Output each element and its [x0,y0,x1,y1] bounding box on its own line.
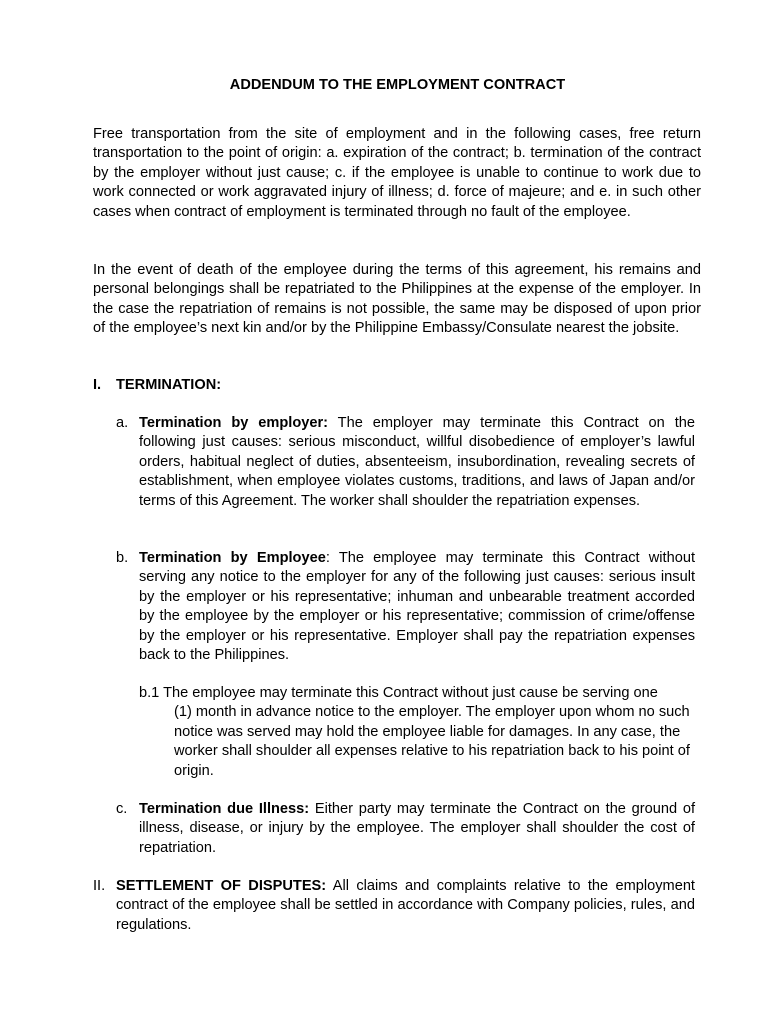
list-item-label: Termination by Employee [139,550,326,566]
list-marker: c. [116,801,128,817]
list-item-text: : The employee may terminate this Contract without serving any notice to the employer for any of the following just causes: serious insult by the employer or his representative; inhuman and unbearable treatment accorded by the employee by the employer or his representative; commission of crime/offense by the employer or his representative. Employer shall pay the repatriation expenses back to the Philippines. [139,550,696,664]
list-item-text: Either party may terminate the Contract on the ground of illness, disease, or injury by the employee. The employer shall shoulder the cost of repatriation. [139,801,696,856]
section-number: I. [93,377,102,393]
termination-item-employee [116,549,695,665]
list-marker: b. [116,550,129,566]
section-text: All claims and complaints relative to the employment contract of the employee shall be settled in accordance with Company policies, rules, and regulations. [116,878,695,933]
list-item-body [139,549,695,665]
section-termination-heading [93,376,221,395]
document-title: ADDENDUM TO THE EMPLOYMENT CONTRACT [229,77,566,93]
list-item-body [139,414,695,511]
termination-subitem-b1 [139,684,695,781]
termination-item-employer [116,414,695,511]
list-item-body [139,800,695,858]
list-item-label: Termination due Illness: [139,801,310,817]
subitem-lead: b.1 The employee may terminate this Contract without just cause be serving one [139,685,658,701]
section-settlement [93,877,695,935]
section-heading-text: TERMINATION: [116,377,222,393]
termination-item-illness [116,800,695,858]
section-settlement-body [116,877,695,935]
section-number: II. [93,878,106,894]
subitem-continuation: (1) month in advance notice to the employer. The employer upon whom no such notice was served may hold the employee liable for damages. In any case, the worker shall shoulder all expenses relative to his repatriation back to his point of origin. [174,704,690,779]
paragraph-death-repatriation: In the event of death of the employee during the terms of this agreement, his remains and personal belongings shall be repatriated to the Philippines at the expense of the employer. In the case the repatriation of remains is not possible, the same may be disposed of upon prior of the employee’s next kin and/or by the Philippine Embassy/Consulate nearest the jobsite. [93,262,701,337]
section-heading-text: SETTLEMENT OF DISPUTES: [116,878,327,894]
paragraph-transportation: Free transportation from the site of employment and in the following cases, free return transportation to the point of origin: a. expiration of the contract; b. termination of the contract by the employer without just cause; c. if the employee is unable to continue to work due to work connected or work aggravated injury of illness; d. force of majeure; and e. in such other cases when contract of employment is terminated through no fault of the employee. [93,126,701,220]
list-item-text: The employer may terminate this Contract on the following just causes: serious misconduct, willful disobedience of employer’s lawful orders, habitual neglect of duties, absenteeism, insubordination, revealing secrets of establishment, when employee violates customs, traditions, and laws of Japan and/or terms of this Agreement. The worker shall shoulder the repatriation expenses. [139,415,695,509]
list-item-label: Termination by employer: [139,415,329,431]
list-marker: a. [116,415,129,431]
